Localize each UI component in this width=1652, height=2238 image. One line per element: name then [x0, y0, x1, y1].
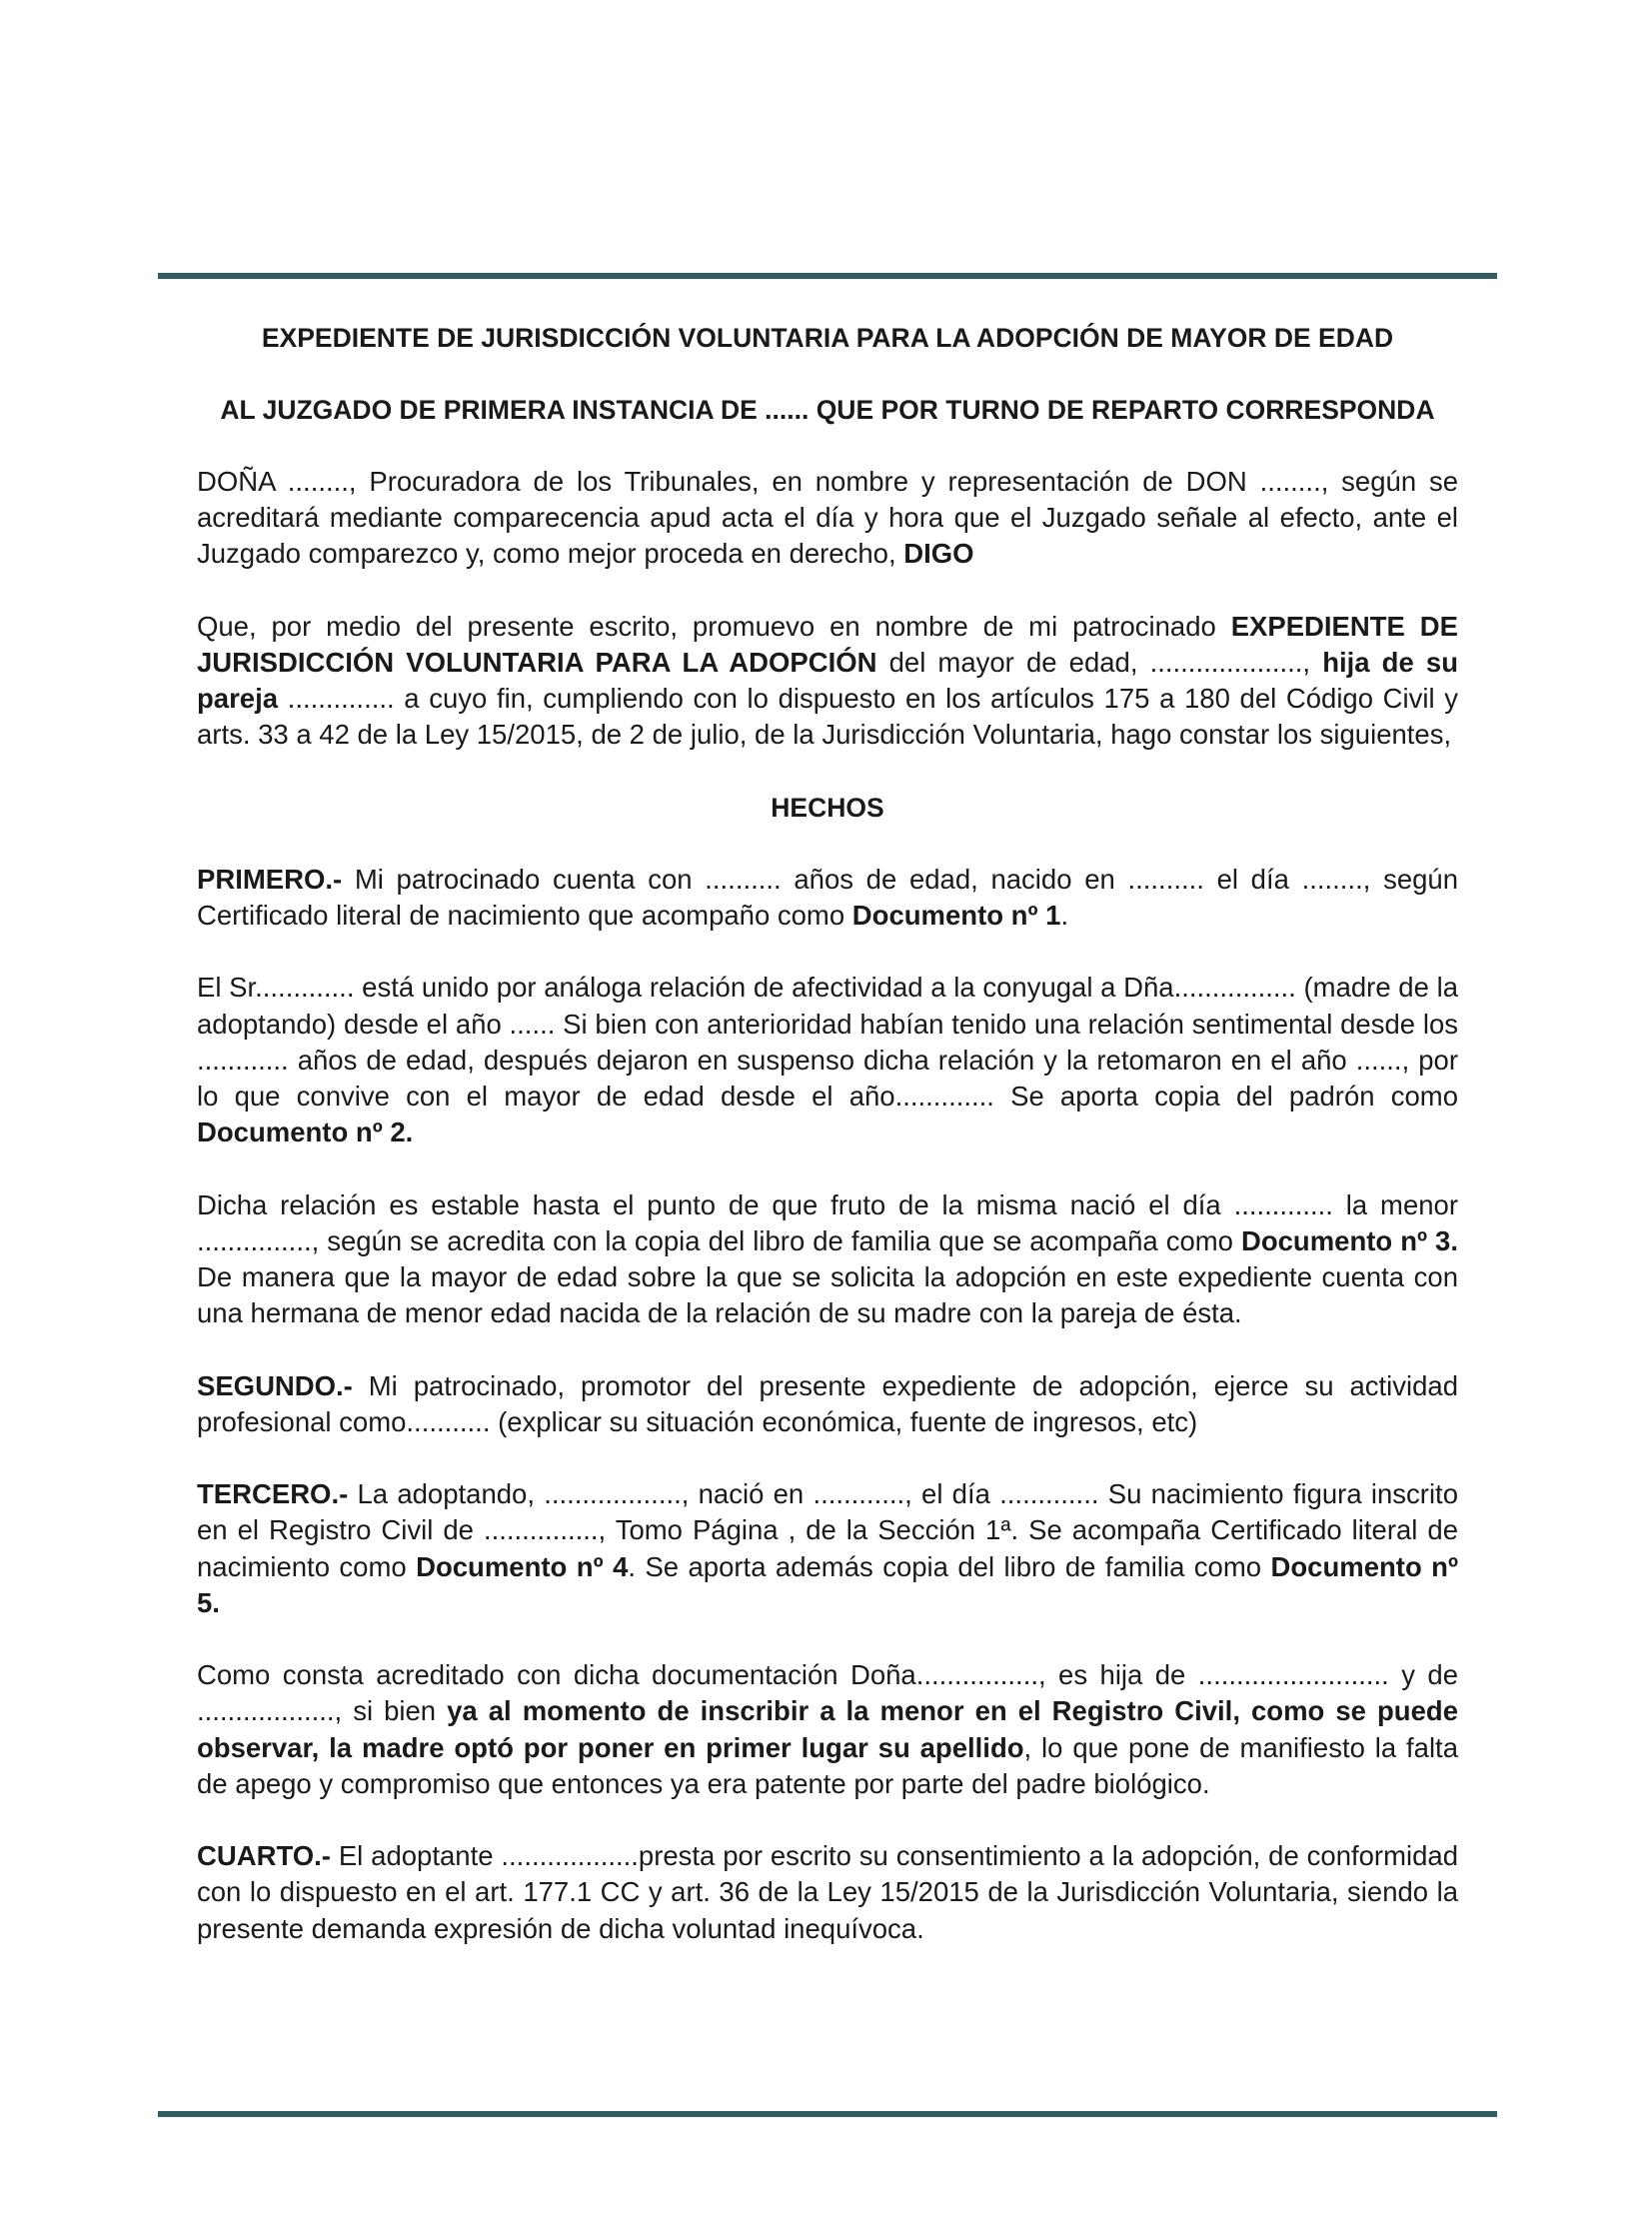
stable-doc: Documento nº 3.: [1240, 1224, 1458, 1256]
purpose-text-3: .............. a cuyo fin, cumpliendo con lo dispuesto en los artículos 175 a 180 del Código Civil y arts. 33 a 42 de la Ley 15/2015, de 2 de julio, de la Jurisdicción Voluntaria, hago constar los siguientes,: [197, 683, 1458, 751]
stable-text-1: Dicha relación es estable hasta el punto de que fruto de la misma nació el día ............. la menor ..............., según se acredita con la copia del libro de familia que se acompaña como: [197, 1188, 1458, 1256]
tercero-text-2: . Se aporta además copia del libro de familia como: [628, 1550, 1271, 1582]
facts-heading: HECHOS: [771, 792, 884, 823]
addressee-heading: AL JUZGADO DE PRIMERA INSTANCIA DE ...... QUE POR TURNO DE REPARTO CORRESPONDA: [220, 395, 1435, 425]
primero-label: PRIMERO.-: [197, 863, 343, 895]
stable-paragraph: [197, 1187, 1458, 1332]
purpose-bold-1: EXPEDIENTE DE JURISDICCIÓN VOLUNTARIA PARA LA ADOPCIÓN: [197, 610, 1458, 678]
cuarto-text: El adoptante ..................presta por escrito su consentimiento a la adopción, de conformidad con lo dispuesto en el art. 177.1 CC y art. 36 de la Ley 15/2015 de la Jurisdicción Voluntaria, siendo la presente demanda expresión de dicha voluntad inequívoca.: [197, 1840, 1458, 1944]
relation-text: El Sr............. está unido por análoga relación de afectividad a la conyugal a Dña................ (madre de la adoptando) desde el año ...... Si bien con anterioridad habían tenido una relación sentimental desde los ............ años de edad, después dejaron en suspenso dicha relación y la retomaron en el año ......, por lo que convive con el mayor de edad desde el año............. Se aporta copia del padrón como: [197, 972, 1458, 1112]
consta-text-1: Como consta acreditado con dicha documentación Doña................, es hija de ......................... y de .................., si bien: [197, 1659, 1458, 1727]
intro-digo: DIGO: [903, 538, 974, 570]
consta-paragraph: [197, 1657, 1458, 1802]
document-title: EXPEDIENTE DE JURISDICCIÓN VOLUNTARIA PARA LA ADOPCIÓN DE MAYOR DE EDAD: [261, 323, 1394, 353]
segundo-label: SEGUNDO.-: [197, 1369, 353, 1401]
purpose-text-1: Que, por medio del presente escrito, promuevo en nombre de mi patrocinado: [197, 610, 1231, 642]
purpose-bold-2: hija de su pareja: [197, 647, 1458, 715]
segundo-text: Mi patrocinado, promotor del presente expediente de adopción, ejerce su actividad profesional como........... (explicar su situación económica, fuente de ingresos, etc): [197, 1369, 1458, 1437]
top-divider: [158, 273, 1497, 279]
stable-text-2: De manera que la mayor de edad sobre la que se solicita la adopción en este expediente cuenta con una hermana de menor edad nacida de la relación de su madre con la pareja de ésta.: [197, 1261, 1458, 1329]
document-body: [197, 320, 1458, 1983]
purpose-text-2: del mayor de edad, ....................,: [876, 647, 1323, 678]
primero-text-2: .: [1060, 900, 1069, 931]
purpose-paragraph: [197, 609, 1458, 754]
cuarto-paragraph: [197, 1838, 1458, 1947]
cuarto-label: CUARTO.-: [197, 1840, 331, 1872]
intro-paragraph: [197, 464, 1458, 573]
tercero-text-1: La adoptando, .................., nació en ............, el día ............. Su nacimiento figura inscrito en el Registro Civil de ..............., Tomo Página , de la Sección 1ª. Se acompaña Certificado literal de nacimiento como: [197, 1478, 1458, 1582]
primero-paragraph: [197, 862, 1458, 934]
primero-text-1: Mi patrocinado cuenta con .......... años de edad, nacido en .......... el día ........, según Certificado literal de nacimiento que acompaño como: [197, 863, 1458, 931]
relation-paragraph: [197, 970, 1458, 1150]
tercero-doc-2: Documento nº 5.: [197, 1550, 1459, 1618]
consta-text-2: , lo que pone de manifiesto la falta de apego y compromiso que entonces ya era patente por parte del padre biológico.: [197, 1731, 1458, 1799]
bottom-divider: [158, 2111, 1497, 2117]
tercero-label: TERCERO.-: [197, 1478, 349, 1510]
relation-doc: Documento nº 2.: [197, 1117, 414, 1148]
tercero-paragraph: [197, 1476, 1458, 1621]
tercero-doc-1: Documento nº 4: [416, 1550, 629, 1582]
intro-text: DOÑA ........, Procuradora de los Tribunales, en nombre y representación de DON ........, según se acreditará mediante comparecencia apud acta el día y hora que el Juzgado señale al efecto, ante el Juzgado comparezco y, como mejor proceda en derecho,: [197, 466, 1458, 570]
consta-bold: ya al momento de inscribir a la menor en el Registro Civil, como se puede observar, la madre optó por poner en primer lugar su apellido: [197, 1695, 1458, 1763]
primero-doc: Documento nº 1: [851, 900, 1061, 931]
segundo-paragraph: [197, 1368, 1458, 1440]
